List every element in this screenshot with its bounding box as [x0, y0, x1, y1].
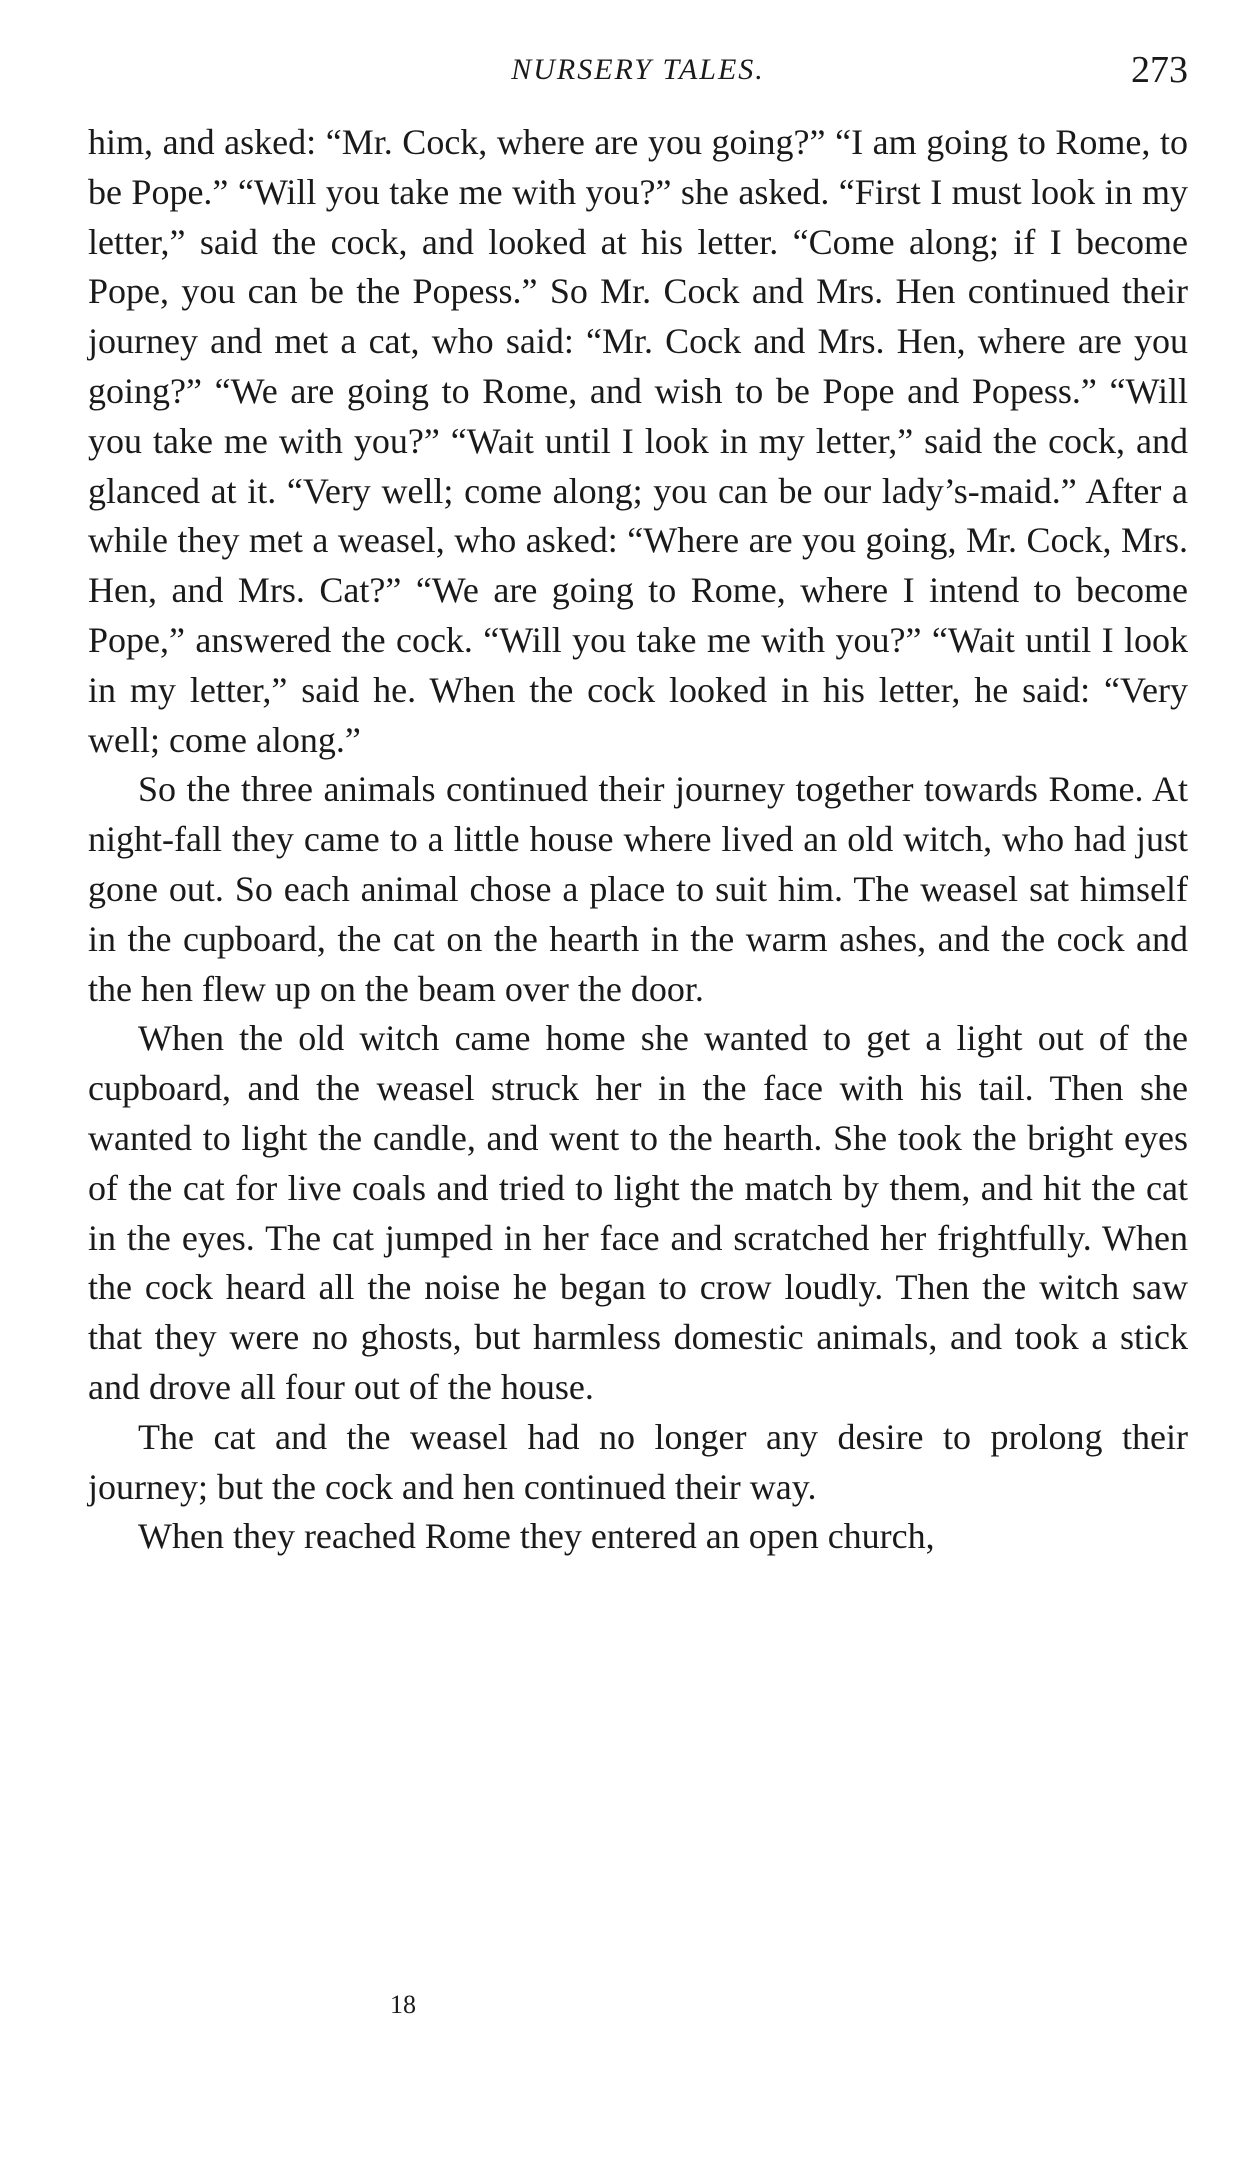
running-title: NURSERY TALES.: [511, 53, 765, 86]
paragraph-3: When the old witch came home she wanted to get a light out of the cupboard, and the weasel struck her in the face with his tail. Then she wanted to light the candle, and went to the hearth. She took the bright eyes of the cat for live coals and tried to light the match by them, and hit the cat in the eyes. The cat jumped in her face and scratched her frightfully. When the cock heard all the noise he began to crow loudly. Then the witch saw that they were no ghosts, but harmless domestic animals, and took a stick and drove all four out of the house.: [88, 1018, 1188, 1407]
page-number: 273: [1131, 49, 1188, 91]
paragraph-4: The cat and the weasel had no longer any desire to prolong their journey; but the cock and hen continued their way.: [88, 1416, 1188, 1507]
signature-mark: 18: [390, 1990, 416, 2019]
paragraph-2: So the three animals continued their journey together towards Rome. At night-fall they came to a little house where lived an old witch, who had just gone out. So each animal chose a place to suit him. The weasel sat himself in the cupboard, the cat on the hearth in the warm ashes, and the cock and the hen flew up on the beam over the door.: [88, 769, 1188, 1009]
running-head: [88, 50, 1188, 100]
paragraph-1: him, and asked: “Mr. Cock, where are you going?” “I am going to Rome, to be Pope.” “Will you take me with you?” she asked. “First I must look in my letter,” said the cock, and looked at his letter. “Come along; if I become Pope, you can be the Popess.” So Mr. Cock and Mrs. Hen continued their journey and met a cat, who said: “Mr. Cock and Mrs. Hen, where are you going?” “We are going to Rome, and wish to be Pope and Popess.” “Will you take me with you?” “Wait until I look in my letter,” said the cock, and glanced at it. “Very well; come along; you can be our lady’s-maid.” After a while they met a weasel, who asked: “Where are you going, Mr. Cock, Mrs. Hen, and Mrs. Cat?” “We are going to Rome, where I intend to become Pope,” answered the cock. “Will you take me with you?” “Wait until I look in my letter,” said he. When the cock looked in his letter, he said: “Very well; come along.”: [88, 122, 1188, 760]
body-text: [88, 118, 1188, 1562]
paragraph-5: When they reached Rome they entered an open church,: [138, 1516, 935, 1557]
